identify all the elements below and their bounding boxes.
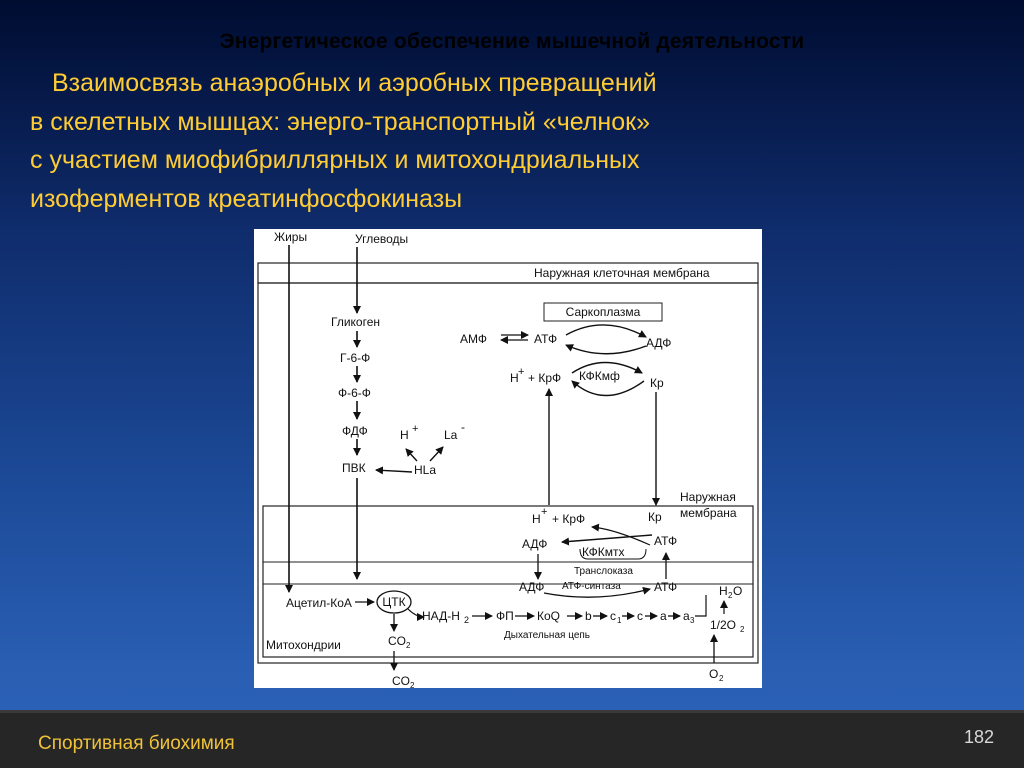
cyt-a3-label: a (683, 609, 690, 623)
cyt-a-label: a (660, 609, 667, 623)
proton-label: Н (532, 512, 541, 526)
proton-label: Н (400, 428, 409, 442)
translocase-label: Транслоказа (574, 566, 633, 577)
mito-membrane-label: Наружная (680, 490, 736, 504)
adp-label: АДФ (646, 336, 672, 350)
slide-subtitle (30, 64, 910, 218)
cyt-c1-label: c (610, 609, 616, 623)
ckmf-label: КФКмф (579, 369, 620, 383)
subtitle-line: с участием миофибриллярных и митохондриальных (30, 146, 640, 174)
sarcoplasm-label: Саркоплазма (565, 305, 641, 319)
subtitle-line: Взаимосвязь анаэробных и аэробных превращений (52, 69, 657, 97)
cyt-c1-subscript: 1 (617, 616, 622, 625)
nadh-subscript: 2 (464, 615, 470, 625)
atp-regeneration-arrow (566, 345, 646, 354)
fbp-label: ФДФ (342, 424, 368, 438)
half-o2-label: 1/2O (710, 618, 737, 632)
nadh-label: НАД-Н (422, 609, 460, 623)
atp-label: АТФ (534, 332, 558, 346)
cr-label: Кр (648, 510, 662, 524)
co2-outer-label: CO (392, 674, 410, 688)
o2-subscript: 2 (719, 674, 724, 683)
water-subscript: 2 (728, 591, 733, 600)
ck-shuttle-diagram (254, 229, 762, 688)
slide-title: Энергетическое обеспечение мышечной деятельности (219, 30, 805, 53)
proton-label: Н (510, 371, 519, 385)
mitochondria-label: Митохондрии (266, 638, 341, 652)
adp-label: АДФ (519, 580, 545, 594)
fp-label: ФП (496, 609, 514, 623)
pyruvate-label: ПВК (342, 461, 366, 475)
half-o2-subscript: 2 (740, 625, 745, 634)
cyt-b-label: b (585, 609, 592, 623)
hla-label: HLa (414, 463, 437, 477)
atp-synthase-label: АТФ-синтаза (562, 581, 621, 592)
mito-membrane-label: мембрана (680, 506, 737, 520)
cr-to-adp-arrow (562, 535, 652, 542)
subtitle-line: в скелетных мышцах: энерго-транспортный «челнок» (30, 107, 650, 136)
co2-inner-label: CO (388, 634, 406, 648)
cyt-c-label: c (637, 609, 643, 623)
co2-inner-subscript: 2 (406, 641, 411, 650)
adp-label: АДФ (522, 537, 548, 551)
inner-mito-membrane (263, 562, 753, 584)
glycogen-label: Гликоген (331, 315, 381, 329)
carbs-label: Углеводы (355, 232, 409, 246)
outer-membrane-label: Наружная клеточная мембрана (534, 266, 710, 280)
subtitle-line: изоферментов креатинфосфокиназы (30, 184, 463, 213)
proton-charge: + (518, 366, 525, 378)
resp-chain-label: Дыхательная цепь (504, 630, 591, 641)
tca-label: ЦТК (382, 595, 406, 609)
atp-label: АТФ (654, 534, 678, 548)
crp-label: + КрФ (552, 512, 586, 526)
course-name: Спортивная биохимия (38, 733, 235, 754)
pyruvate-to-lactate-arrow (376, 470, 412, 472)
water-label: H (719, 584, 728, 598)
dissociation-arrow (406, 449, 417, 461)
cr-label: Кр (650, 376, 664, 390)
a3-to-oxygen-link (695, 595, 706, 616)
koq-label: КоQ (537, 609, 560, 623)
proton-charge: + (541, 506, 548, 518)
co2-outer-subscript: 2 (410, 681, 415, 688)
atp-label: АТФ (654, 580, 678, 594)
dissociation-arrow (430, 447, 443, 461)
fats-label: Жиры (274, 230, 308, 244)
lactate-charge: - (461, 420, 465, 434)
cr-to-crp-arrow (572, 381, 644, 396)
proton-charge: + (412, 423, 419, 435)
crp-label: + КрФ (528, 371, 562, 385)
o2-label: O (709, 667, 719, 681)
cyt-a3-subscript: 3 (690, 616, 695, 625)
page-number: 182 (963, 727, 994, 747)
water-oxygen: O (733, 584, 743, 598)
f6p-label: Ф-6-Ф (338, 386, 371, 400)
g6p-label: Г-6-Ф (340, 351, 371, 365)
atp-hydrolysis-arrow (566, 325, 646, 337)
acetyl-coa-label: Ацетил-КоА (286, 596, 352, 610)
amp-label: АМФ (460, 332, 487, 346)
ckmtx-label: КФКмтх (582, 545, 625, 559)
lactate-ion-label: La (444, 428, 458, 442)
